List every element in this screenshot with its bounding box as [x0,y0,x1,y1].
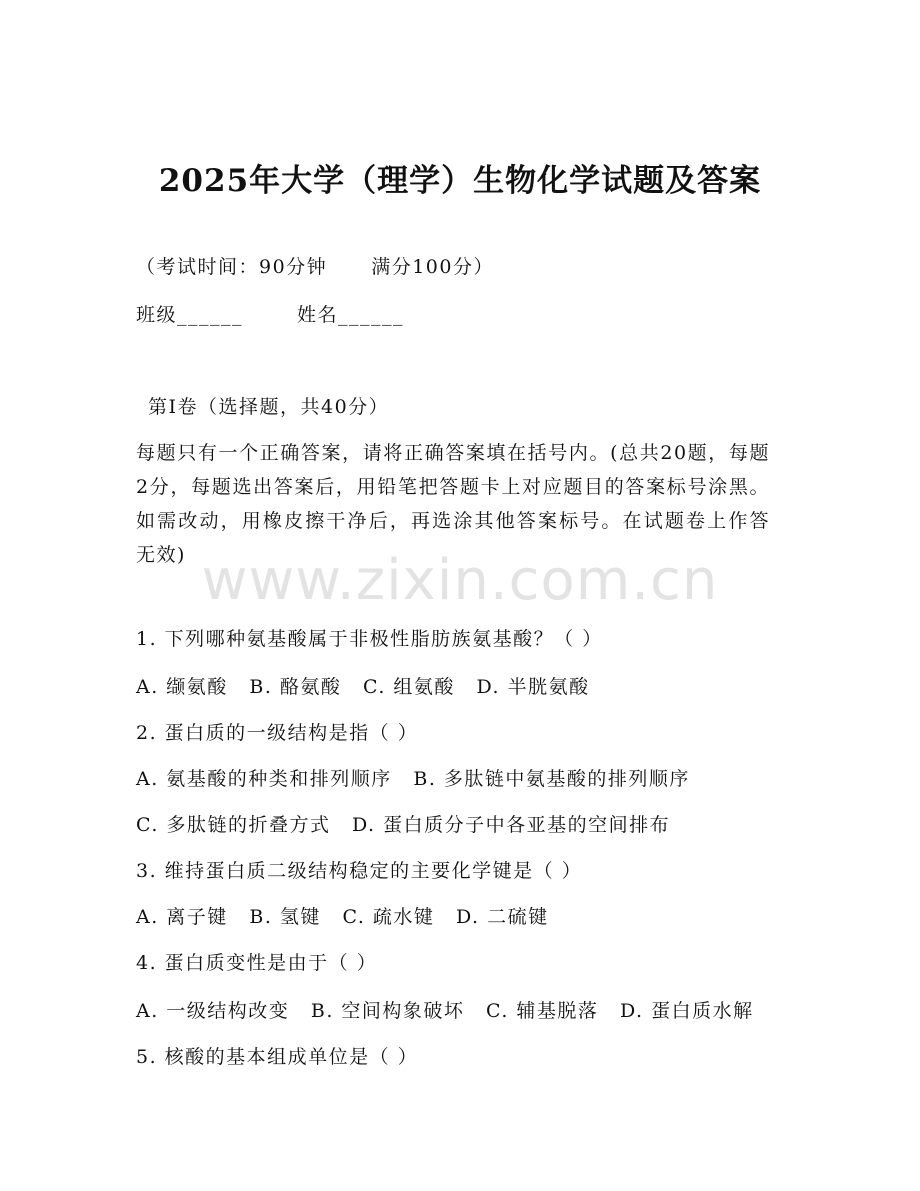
option-c: C. 辅基脱落 [485,1000,599,1022]
option-c: C. 疏水键 [342,906,435,928]
question-3: 3. 维持蛋白质二级结构稳定的主要化学键是（ ） [136,860,583,882]
option-c: C. 组氨酸 [362,676,455,698]
question-1-options [136,672,604,699]
class-field: 班级______ [136,304,244,326]
exam-info [136,252,494,279]
student-info-row [136,300,404,327]
question-4-options [136,996,768,1023]
option-d: D. 蛋白质分子中各亚基的空间排布 [352,814,671,836]
question-1: 1. 下列哪种氨基酸属于非极性脂肪族氨基酸？（ ） [136,628,603,650]
exam-time: （考试时间：90分钟 [136,256,328,278]
question-3-options [136,902,563,929]
option-b: B. 空间构象破坏 [310,1000,465,1022]
option-d: D. 二硫键 [455,906,549,928]
watermark: www.zixin.com.cn [201,548,719,613]
option-b: B. 酪氨酸 [249,676,342,698]
page-title: 2025年大学（理学）生物化学试题及答案 [158,163,762,199]
question-2: 2. 蛋白质的一级结构是指（ ） [136,722,419,744]
option-a: A. 一级结构改变 [136,1000,290,1022]
option-d: D. 蛋白质水解 [619,1000,754,1022]
option-b: B. 多肽链中氨基酸的排列顺序 [413,768,690,790]
option-a: A. 氨基酸的种类和排列顺序 [136,768,392,790]
question-2-options-ab [136,764,704,791]
section-heading: 第Ⅰ卷（选择题，共40分） [148,396,390,418]
question-5: 5. 核酸的基本组成单位是（ ） [136,1046,419,1068]
option-b: B. 氢键 [249,906,321,928]
option-d: D. 半胱氨酸 [476,676,590,698]
option-c: C. 多肽链的折叠方式 [136,814,331,836]
option-a: A. 离子键 [136,906,228,928]
question-4: 4. 蛋白质变性是由于（ ） [136,952,378,974]
question-2-options-cd [136,810,684,837]
full-score: 满分100分） [371,256,494,278]
name-field: 姓名______ [297,304,405,326]
instructions: 每题只有一个正确答案，请将正确答案填在括号内。(总共20题，每题2分，每题选出答案后，用铅笔把答题卡上对应题目的答案标号涂黑。如需改动，用橡皮擦干净后，再选涂其他答案标号。在试题卷上作答无效) [136,442,770,566]
option-a: A. 缬氨酸 [136,676,228,698]
